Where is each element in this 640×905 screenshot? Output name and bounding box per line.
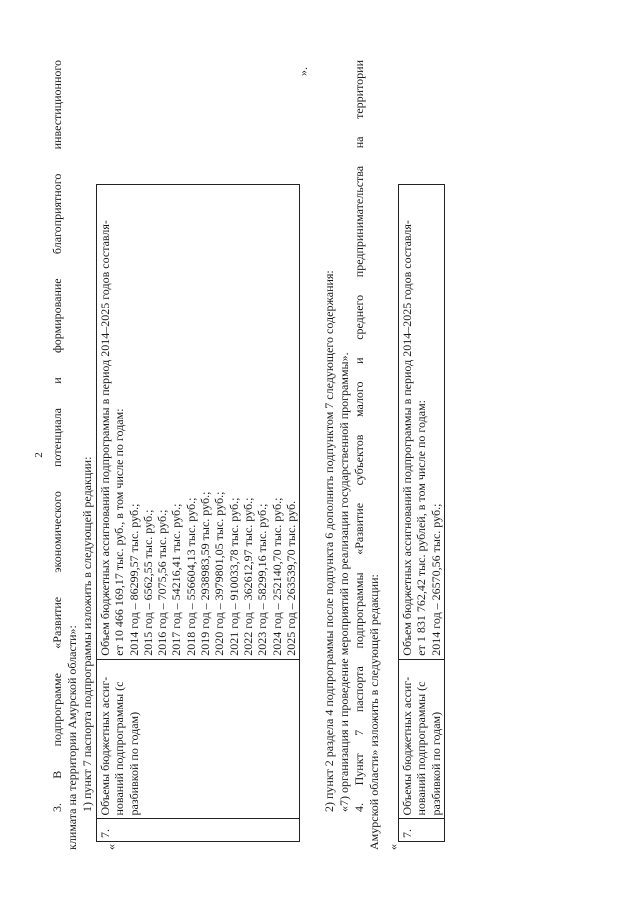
item-number-cell: 7. [97,819,300,842]
item-name-line: Объемы бюджетных ассиг- [98,676,112,816]
value-line: 2016 год – 7075,56 тыс. руб.; [155,509,170,656]
item-name-cell [97,659,300,819]
value-line: 2021 год – 910033,78 тыс. руб.; [226,497,241,656]
value-line: 2014 год – 26570,56 тыс. руб.; [428,503,443,656]
value-line: 2024 год – 252140,70 тыс. руб.; [269,497,284,656]
section3-open-quote: « [104,844,118,850]
item-name-line: разбивкой по годам) [428,711,443,816]
value-line: ет 10 466 169,17 тыс. руб., в том числе по годам: [112,408,127,656]
value-line: Объем бюджетных ассигнований подпрограммы в период 2014–2025 годов составля- [98,220,112,656]
section4-passport-table [398,184,445,842]
item-name-line: разбивкой по годам) [126,711,141,816]
section3-item2-text: 2) пункт 2 раздела 4 подпрограммы после подпункта 6 дополнить подпунктом 7 следующего содержания: [322,270,336,812]
section3-close-quote: ». [296,67,310,76]
value-line: Объем бюджетных ассигнований подпрограммы в период 2014–2025 годов составля- [400,220,414,656]
section4-heading-line1: 4. Пункт 7 паспорта подпрограммы «Развитие субъектов малого и среднего предпринимательства на территории [352,60,366,812]
value-line: 2014 год – 86299,57 тыс. руб.; [126,503,141,656]
section3-passport-table [96,184,300,842]
value-line: 2015 год – 6562,55 тыс. руб.; [140,509,155,656]
section3-item2-subpoint: «7) организация и проведение мероприятий по реализации государственной программы». [337,352,351,812]
rotated-page-content [32,60,542,850]
value-line: 2017 год – 54216,41 тыс. руб.; [169,503,184,656]
table-row [399,185,445,842]
value-line: ет 1 831 762,42 тыс. рублей, в том числе по годам: [414,400,429,656]
section4-open-quote: « [386,844,400,850]
section3-item1-text: 1) пункт 7 паспорта подпрограммы изложить в следующей редакции: [80,456,94,812]
value-line: 2022 год – 362612,97 тыс. руб.; [240,497,255,656]
item-name-line: Объемы бюджетных ассиг- [400,676,414,816]
item-name-cell [399,659,445,819]
item-value-cell [97,185,300,660]
item-name-line: нований подпрограммы (с [414,681,429,816]
table-row [97,185,300,842]
section3-heading-line2: климата на территории Амурской области»: [65,625,79,850]
value-line: 2018 год – 556604,13 тыс. руб.; [183,497,198,656]
item-name-line: нований подпрограммы (с [112,681,127,816]
item-value-cell [399,185,445,660]
page-number: 2 [33,452,45,458]
value-line: 2019 год – 2938983,59 тыс. руб.; [198,491,213,656]
item-number-cell: 7. [399,819,445,842]
section4-heading-line2: Амурской области» изложить в следующей редакции: [367,574,381,850]
value-line: 2023 год – 58299,16 тыс. руб.; [255,503,270,656]
section3-heading-line1: 3. В подпрограмме «Развитие экономического потенциала и формирование благоприятного инвестиционного [50,60,64,812]
value-line: 2025 год – 263539,70 тыс. руб. [283,500,298,656]
value-line: 2020 год – 3979801,05 тыс. руб.; [212,491,227,656]
